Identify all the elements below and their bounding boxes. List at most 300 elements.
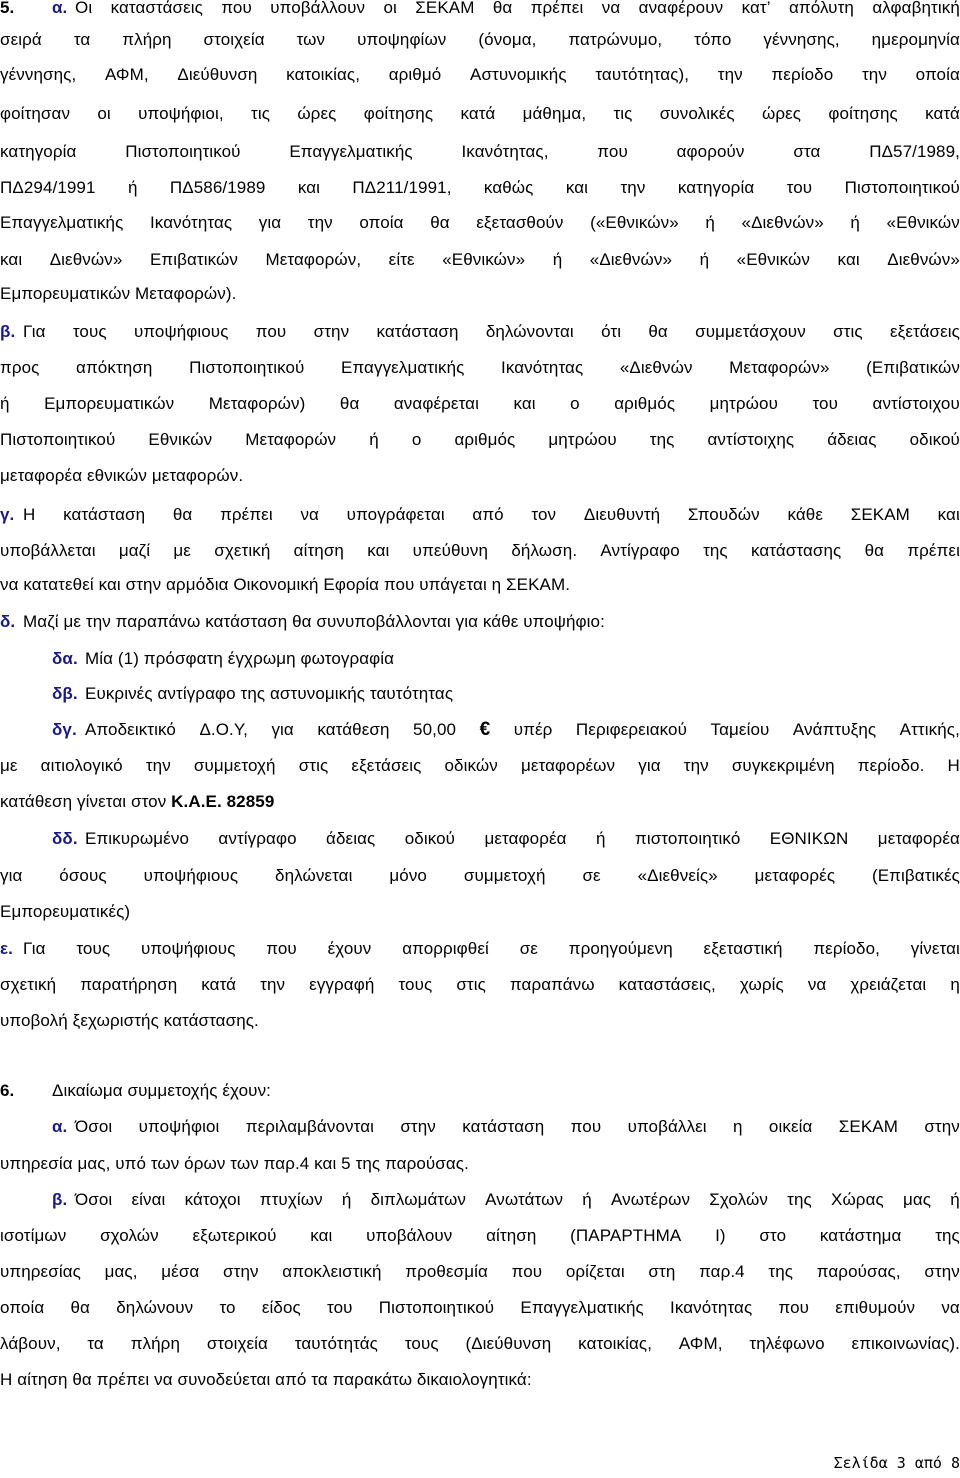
word: οι [383,0,397,17]
word: αίτηση [293,541,344,560]
word: την [683,756,709,775]
word: υπεύθυνη [412,541,489,560]
word: σχολών [100,1226,159,1245]
item-6b-line-4 [0,1298,960,1318]
dc-line-1-word: κατάθεση [317,720,390,739]
word: Πιστοποιητικού [378,1298,495,1317]
word: αναφέρεται [393,394,479,413]
word: τους [404,1334,439,1353]
dc-line-1-word: 50,00 [413,720,457,739]
word: να [941,1298,960,1317]
word: τα [73,30,91,49]
dc-line-1-word: υπέρ [513,720,553,739]
word: να [300,505,319,524]
word: κάτοχοι [184,1190,241,1209]
word: («Εθνικών» [590,213,679,232]
word: είδος [261,1298,301,1317]
word: Διευθυντή [583,505,661,524]
word: μεταφορέα [484,829,567,848]
item-5b-line-5: μεταφορέα εθνικών μεταφορών. [0,466,244,485]
word: την [260,975,286,994]
word: υποβάλλεται [0,541,96,560]
word: Ανωτέρων [610,1190,691,1209]
word: πρέπει [220,505,273,524]
word: Η [947,756,960,775]
word: της [935,1226,960,1245]
word: (Επιβατικών [866,358,960,377]
word: αντίστοιχης [707,430,795,449]
word: ή [369,430,379,449]
section-5-number: 5. [0,0,15,17]
word: αριθμό [388,65,442,84]
word: γέννησης, [763,30,840,49]
word: περίοδο. [857,756,925,775]
word: σε [519,939,538,958]
item-5b-line-3 [0,394,960,414]
word: του [812,394,839,413]
word: υποψηφίων [357,30,447,49]
word: κατά [925,104,960,123]
word: κατάστημα [819,1226,902,1245]
word: τόπο [694,30,732,49]
word: Όσοι [75,1190,113,1209]
word: μητρώου [709,394,778,413]
dc-line-3-text: κατάθεση γίνεται στον [0,792,172,811]
word: το [219,1298,236,1317]
word: αλφαβητική [872,0,960,17]
word: από [472,505,504,524]
word: προθεσμία [405,1262,488,1281]
euro-symbol: € [479,719,491,740]
item-5a-line-8 [0,250,960,270]
word: του [786,178,813,197]
word: εγγραφή [309,975,375,994]
word: παρατήρηση [80,975,178,994]
word: με [173,541,191,560]
dc-line-1-word: Περιφερειακού [575,720,687,739]
word: γέννησης, [0,65,77,84]
word: μεταφορέων [520,756,616,775]
word: που [570,1117,602,1136]
word: οδικού [909,430,960,449]
word: Χώρας [831,1190,884,1209]
word: και [310,1226,333,1245]
word: Ανωτάτων [485,1190,564,1209]
word: «Διεθνών [619,358,693,377]
word: υποψήφιοι, [138,104,224,123]
word: θα [492,0,513,17]
word: περιλαμβάνονται [245,1117,374,1136]
item-5a-line-1 [75,0,960,18]
word: Μεταφορών) [208,394,306,413]
word: Όσοι [75,1117,113,1136]
word: ή [127,178,138,197]
page-number-footer: Σελίδα 3 από 8 [833,1454,960,1472]
word: ή [341,1190,352,1209]
word: με [0,756,18,775]
word: κατά [201,975,237,994]
word: θα [172,505,193,524]
item-5a-line-5 [0,142,960,162]
kae-code: Κ.Α.Ε. 82859 [171,792,275,811]
word: Πιστοποιητικού [125,142,241,161]
word: έχουν [327,939,372,958]
word: αντίγραφο [218,829,297,848]
word: εξωτερικού [192,1226,277,1245]
word: επιθυμούν [835,1298,916,1317]
item-5dc-line-2 [0,756,960,776]
word: Διεύθυνση [177,65,258,84]
word: στις [298,756,329,775]
dc-line-1-word: Ανάπτυξης [792,720,877,739]
item-6a-line-2: υπηρεσία μας, υπό των όρων των παρ.4 και 5 της παρούσας. [0,1154,469,1173]
word: ταυτότητάς [294,1334,378,1353]
word: άδειας [827,430,877,449]
word: όσους [59,866,107,885]
word: Αστυνομικής [470,65,567,84]
word: πρέπει [907,541,960,560]
item-5c-line-1 [23,505,960,525]
word: στην [924,1262,960,1281]
word: υπηρεσίας [0,1262,81,1281]
word: (Επιβατικές [871,866,960,885]
word: δήλωση. [511,541,578,560]
word: ΑΦΜ, [104,65,149,84]
word: διπλωμάτων [370,1190,466,1209]
word: στο [759,1226,787,1245]
item-5da-label: δα. [52,649,78,668]
word: σχετική [0,975,57,994]
word: μόνο [389,866,427,885]
word: ΑΦΜ, [678,1334,723,1353]
word: Για [23,322,46,341]
word: καταστάσεις, [618,975,716,994]
word: ή [596,829,606,848]
word: λάβουν, [0,1334,61,1353]
word: την [307,213,333,232]
word: Μεταφορών» [729,358,830,377]
word: Ικανότητας, [461,142,549,161]
word: συνολικές [659,104,735,123]
word: υποψήφιοι [138,1117,220,1136]
item-5b-label: β. [0,322,16,341]
word: τους [398,975,433,994]
item-5dd-line-1 [85,829,960,849]
word: περίοδο, [813,939,880,958]
word: ή [850,213,860,232]
item-6b-line-2 [0,1226,960,1246]
word: ή [705,213,715,232]
word: αποκλειστική [282,1262,382,1281]
item-5c-line-3: να κατατεθεί και στην αρμόδια Οικονομική Εφορία που υπάγεται η ΣΕΚΑΜ. [0,575,571,594]
word: συμμετοχή [463,866,546,885]
word: μέσα [161,1262,200,1281]
item-5d-label: δ. [0,612,16,631]
word: αντίστοιχου [872,394,960,413]
word: μητρώου [548,430,617,449]
word: ή [552,250,563,269]
word: απόλυτη [789,0,854,17]
item-5e-line-1 [23,939,960,959]
word: κάθε [787,505,824,524]
section-6-number: 6. [0,1081,15,1100]
word: πλήρη [130,1334,181,1353]
word: στην [400,1117,436,1136]
word: για [258,213,282,232]
word: Οι [75,0,93,17]
word: χρειάζεται [850,975,927,994]
word: τα [87,1334,104,1353]
word: Η [23,505,36,524]
dc-line-1-word: Αττικής, [899,720,960,739]
item-6b-line-1 [75,1190,960,1210]
dc-line-1-word: Ταμείου [710,720,770,739]
word: στην [313,322,350,341]
item-5a-line-3 [0,65,960,85]
word: ή [699,250,710,269]
word: αίτηση [486,1226,537,1245]
word: στοιχεία [206,1334,268,1353]
word: κατηγορία [0,142,77,161]
dc-line-1-word: Αποδεικτικό [85,720,176,739]
word: Πιστοποιητικού [0,430,116,449]
word: Μεταφορών, [265,250,362,269]
word: αιτιολογικό [40,756,123,775]
word: ώρες [761,104,802,123]
word: και [0,250,23,269]
word: κατά [460,104,496,123]
word: προηγούμενη [568,939,673,958]
word: αριθμός [454,430,516,449]
word: πρέπει [530,0,584,17]
word: Επαγγελματικής [520,1298,644,1317]
word: Επαγγελματικής [0,213,124,232]
word: ΕΘΝΙΚΩΝ [769,829,849,848]
word: περίοδο [771,65,834,84]
word: την [620,178,646,197]
word: πατρώνυμο, [568,30,663,49]
word: της [649,430,675,449]
word: (ΠΑΡΑΡΤΗΜΑ [570,1226,682,1245]
word: υπογράφεται [346,505,445,524]
word: «Διεθνών» [589,250,673,269]
word: που [778,1298,810,1317]
word: τις [613,104,633,123]
word: τους [72,322,107,341]
item-5b-line-2 [0,358,960,378]
word: των [296,30,326,49]
word: είναι [131,1190,166,1209]
item-5c-label: γ. [0,505,15,524]
item-5dd-line-2 [0,866,960,886]
word: μάθημα, [522,104,587,123]
word: Σχολών [709,1190,768,1209]
word: θα [648,322,668,341]
word: η [733,1117,743,1136]
word: μεταφορέα [877,829,960,848]
word: να [601,0,621,17]
item-5dc-label: δγ. [52,720,77,739]
word: (όνομα, [478,30,537,49]
word: καταστάσεις [110,0,203,17]
word: παραπάνω [509,975,595,994]
word: κατοικίας, [286,65,361,84]
word: υποβάλλει [627,1117,707,1136]
word: και [565,178,589,197]
item-5a-line-9: Εμπορευματικών Μεταφορών). [0,284,237,303]
word: ο [570,394,580,413]
word: για [638,756,661,775]
word: στη [648,1262,676,1281]
word: την [861,65,887,84]
word: ΠΔ294/1991 [0,178,96,197]
word: ορίζεται [565,1262,625,1281]
word: κατάσταση [376,322,459,341]
word: την [717,65,743,84]
item-5d-line-1: Μαζί με την παραπάνω κατάσταση θα συνυποβάλλονται για κάθε υποψήφιο: [23,612,605,631]
word: και [937,505,960,524]
word: Μεταφορών [245,430,337,449]
word: συμμετοχή [193,756,276,775]
item-6b-label: β. [52,1190,68,1209]
item-5dd-line-3: Εμπορευματικές) [0,902,131,921]
word: και [367,541,390,560]
word: παρούσας, [816,1262,901,1281]
word: θα [864,541,885,560]
word: κατάστασης [750,541,842,560]
word: ΠΔ586/1989 [169,178,266,197]
word: ΠΔ57/1989, [869,142,960,161]
word: τον [531,505,557,524]
word: ΣΕΚΑΜ [415,0,475,17]
word: υποβάλλουν [270,0,366,17]
word: «Εθνικών [736,250,811,269]
word: πτυχίων [259,1190,323,1209]
word: δηλώνουν [116,1298,194,1317]
word: πιστοποιητικό [634,829,741,848]
word: ισοτίμων [0,1226,67,1245]
item-6a-label: α. [52,1117,68,1136]
word: μας [902,1190,932,1209]
item-5e-line-2 [0,975,960,995]
word: χωρίς [739,975,784,994]
word: που [255,322,287,341]
word: Επιβατικών [149,250,238,269]
word: στην [223,1262,259,1281]
word: θα [430,213,450,232]
word: σε [582,866,601,885]
word: «Εθνικών» [442,250,526,269]
word: οικεία [768,1117,813,1136]
word: μεταφορές [754,866,836,885]
word: επικοινωνίας). [851,1334,960,1353]
word: Ι) [715,1226,726,1245]
word: δηλώνονται [485,322,574,341]
section-6-heading: Δικαίωμα συμμετοχής έχουν: [52,1081,271,1100]
item-5db-text: Ευκρινές αντίγραφο της αστυνομικής ταυτότητας [85,684,454,703]
item-6b-line-5 [0,1334,960,1354]
word: Εθνικών [148,430,213,449]
word: ώρες [297,104,337,123]
word: Διεθνών» [887,250,960,269]
word: εξετασθούν [476,213,564,232]
item-6a-line-1 [75,1117,960,1137]
word: και [837,250,860,269]
word: φοίτησαν [0,104,71,123]
item-5e-line-3: υποβολή ξεχωριστής κατάστασης. [0,1011,259,1030]
word: που [221,0,252,17]
word: δηλώνεται [275,866,353,885]
word: τους [76,939,111,958]
item-5a-line-4 [0,104,960,124]
item-5dc-line-1 [85,720,960,740]
word: Πιστοποιητικού [189,358,305,377]
word: στις [833,322,863,341]
word: μας, [104,1262,138,1281]
item-5a-label: α. [52,0,68,17]
word: που [266,939,297,958]
word: Ικανότητας [149,213,233,232]
word: σχετική [214,541,271,560]
item-6b-line-6: Η αίτηση θα πρέπει να συνοδεύεται από τα παρακάτω δικαιολογητικά: [0,1370,532,1389]
word: να [807,975,827,994]
word: κατάσταση [63,505,146,524]
word: στις [456,975,486,994]
word: καθώς [483,178,534,197]
word: και [297,178,321,197]
word: τηλέφωνο [749,1334,825,1353]
word: γίνεται [910,939,960,958]
word: στοιχεία [203,30,265,49]
word: ή [582,1190,592,1209]
word: κατ’ [741,0,771,17]
word: απόκτηση [76,358,153,377]
word: Σπουδών [687,505,760,524]
item-6b-line-3 [0,1262,960,1282]
word: για [0,866,23,885]
word: «Διεθνείς» [637,866,718,885]
word: κατοικίας, [578,1334,653,1353]
word: του [327,1298,353,1317]
item-5b-line-4 [0,430,960,450]
word: Ικανότητας [501,358,584,377]
word: συμμετάσχουν [695,322,806,341]
word: Εμπορευματικών [44,394,175,413]
word: Για [23,939,46,958]
word: ΠΔ211/1991, [352,178,452,197]
item-5a-line-2 [0,30,960,50]
word: εξετάσεις [351,756,422,775]
word: ημερομηνία [871,30,960,49]
item-5c-line-2 [0,541,960,561]
word: είτε [388,250,415,269]
word: προς [0,358,40,377]
word: υποψήφιους [133,322,229,341]
word: ΣΕΚΑΜ [838,1117,898,1136]
word: μαζί [118,541,151,560]
word: Διεθνών» [49,250,123,269]
word: ΣΕΚΑΜ [850,505,910,524]
word: υποψήφιους [143,866,239,885]
word: ότι [601,322,622,341]
word: η [950,975,960,994]
word: θα [70,1298,90,1317]
word: κατάσταση [462,1117,545,1136]
item-5da-text: Μία (1) πρόσφατη έγχρωμη φωτογραφία [85,649,395,668]
word: υποψήφιους [140,939,236,958]
word: κατηγορία [677,178,755,197]
word: οδικών [444,756,498,775]
